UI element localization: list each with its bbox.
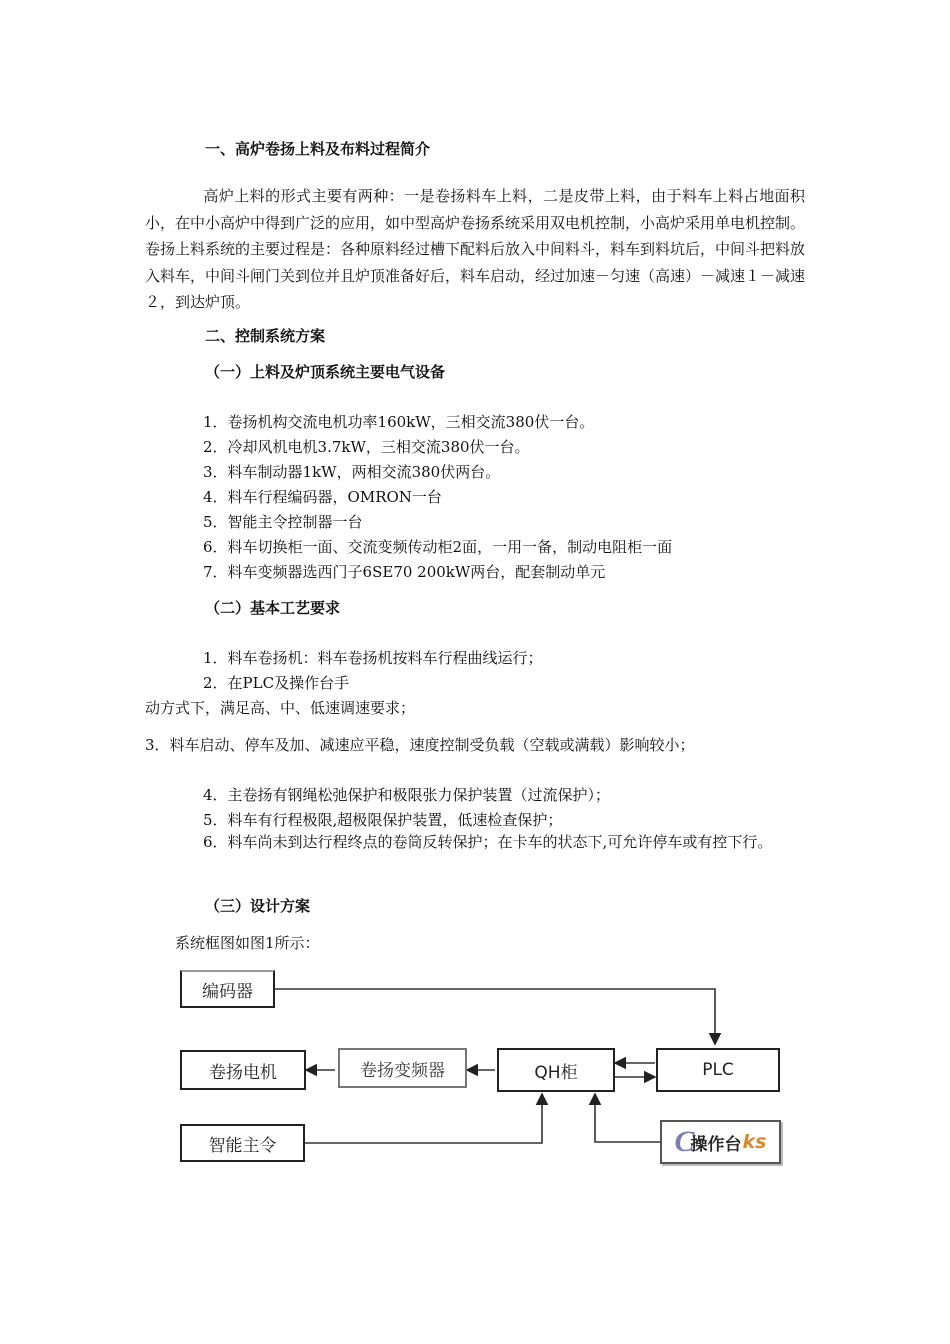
master-controller-label: 智能主令 [208, 1135, 277, 1156]
section1-heading: 一、高炉卷扬上料及布料过程简介 [205, 140, 431, 158]
qh-cabinet-box [497, 1048, 615, 1092]
encoder-to-plc-arrow [275, 989, 715, 1044]
requirement-item: 4．主卷扬有钢绳松弛保护和极限张力保护装置（过流保护）； [203, 786, 611, 804]
requirement-item-6-text: 6．料车尚未到达行程终点的卷筒反转保护；在卡车的状态下,可允许停车或有控下行。 [203, 833, 773, 851]
winch-motor-label: 卷扬电机 [209, 1062, 277, 1083]
winch-motor-box [180, 1050, 306, 1090]
equipment-item: 1．卷扬机构交流电机功率160kW，三相交流380伏一台。 [203, 413, 595, 431]
sub2-heading: （二）基本工艺要求 [205, 599, 341, 617]
console-logo-ks: ks [742, 1131, 767, 1153]
section1-paragraph [145, 183, 805, 316]
console-box [660, 1120, 781, 1164]
requirement-item: 3．料车启动、停车及加、减速应平稳，速度控制受负载（空载或满载）影响较小； [145, 736, 695, 754]
winch-vfd-label: 卷扬变频器 [360, 1060, 445, 1081]
console-label: 操作台 [690, 1134, 742, 1155]
system-block-diagram [175, 960, 795, 1170]
sub3-heading: （三）设计方案 [205, 897, 311, 915]
diagram-caption: 系统框图如图1所示： [175, 934, 320, 952]
equipment-item: 4．料车行程编码器，OMRON一台 [203, 488, 442, 506]
section2-heading: 二、控制系统方案 [205, 327, 326, 345]
equipment-item: 5．智能主令控制器一台 [203, 513, 363, 531]
master-to-qh-arrow [305, 1094, 542, 1143]
plc-label: PLC [702, 1060, 734, 1080]
plc-box [656, 1048, 780, 1092]
equipment-item: 7．料车变频器选西门子6SE70 200kW两台，配套制动单元 [203, 563, 606, 581]
requirement-item-6 [145, 830, 805, 855]
requirement-item-cont: 动方式下，满足高、中、低速调速要求； [145, 699, 416, 717]
section1-paragraph-text: 高炉上料的形式主要有两种：一是卷扬料车上料，二是皮带上料，由于料车上料占地面积小，在中小高炉中得到广泛的应用，如中型高炉卷扬系统采用双电机控制，小高炉采用单电机控制。卷扬上料系统的主要过程是：各种原料经过槽下配料后放入中间料斗，料车到料坑后，中间斗把料放入料车，中间斗闸门关到位并且炉顶准备好后，料车启动，经过加速－匀速（高速）－减速１－减速２，到达炉顶。 [145, 187, 806, 311]
console-logo-icon: C [674, 1125, 695, 1158]
sub1-heading: （一）上料及炉顶系统主要电气设备 [205, 363, 446, 381]
qh-cabinet-label: QH柜 [534, 1062, 578, 1083]
equipment-item: 6．料车切换柜一面、交流变频传动柜2面，一用一备，制动电阻柜一面 [203, 538, 673, 556]
master-controller-box [180, 1124, 305, 1162]
equipment-item: 3．料车制动器1kW，两相交流380伏两台。 [203, 463, 501, 481]
encoder-label: 编码器 [202, 981, 253, 1002]
requirement-item: 5．料车有行程极限,超极限保护装置，低速检查保护； [203, 811, 563, 829]
console-to-qh-arrow [595, 1094, 660, 1142]
encoder-box [180, 970, 275, 1008]
requirement-item: 1．料车卷扬机：料车卷扬机按料车行程曲线运行； [203, 649, 543, 667]
requirement-item: 2．在PLC及操作台手 [203, 674, 350, 692]
equipment-item: 2．冷却风机电机3.7kW，三相交流380伏一台。 [203, 438, 530, 456]
winch-vfd-box [338, 1048, 467, 1088]
